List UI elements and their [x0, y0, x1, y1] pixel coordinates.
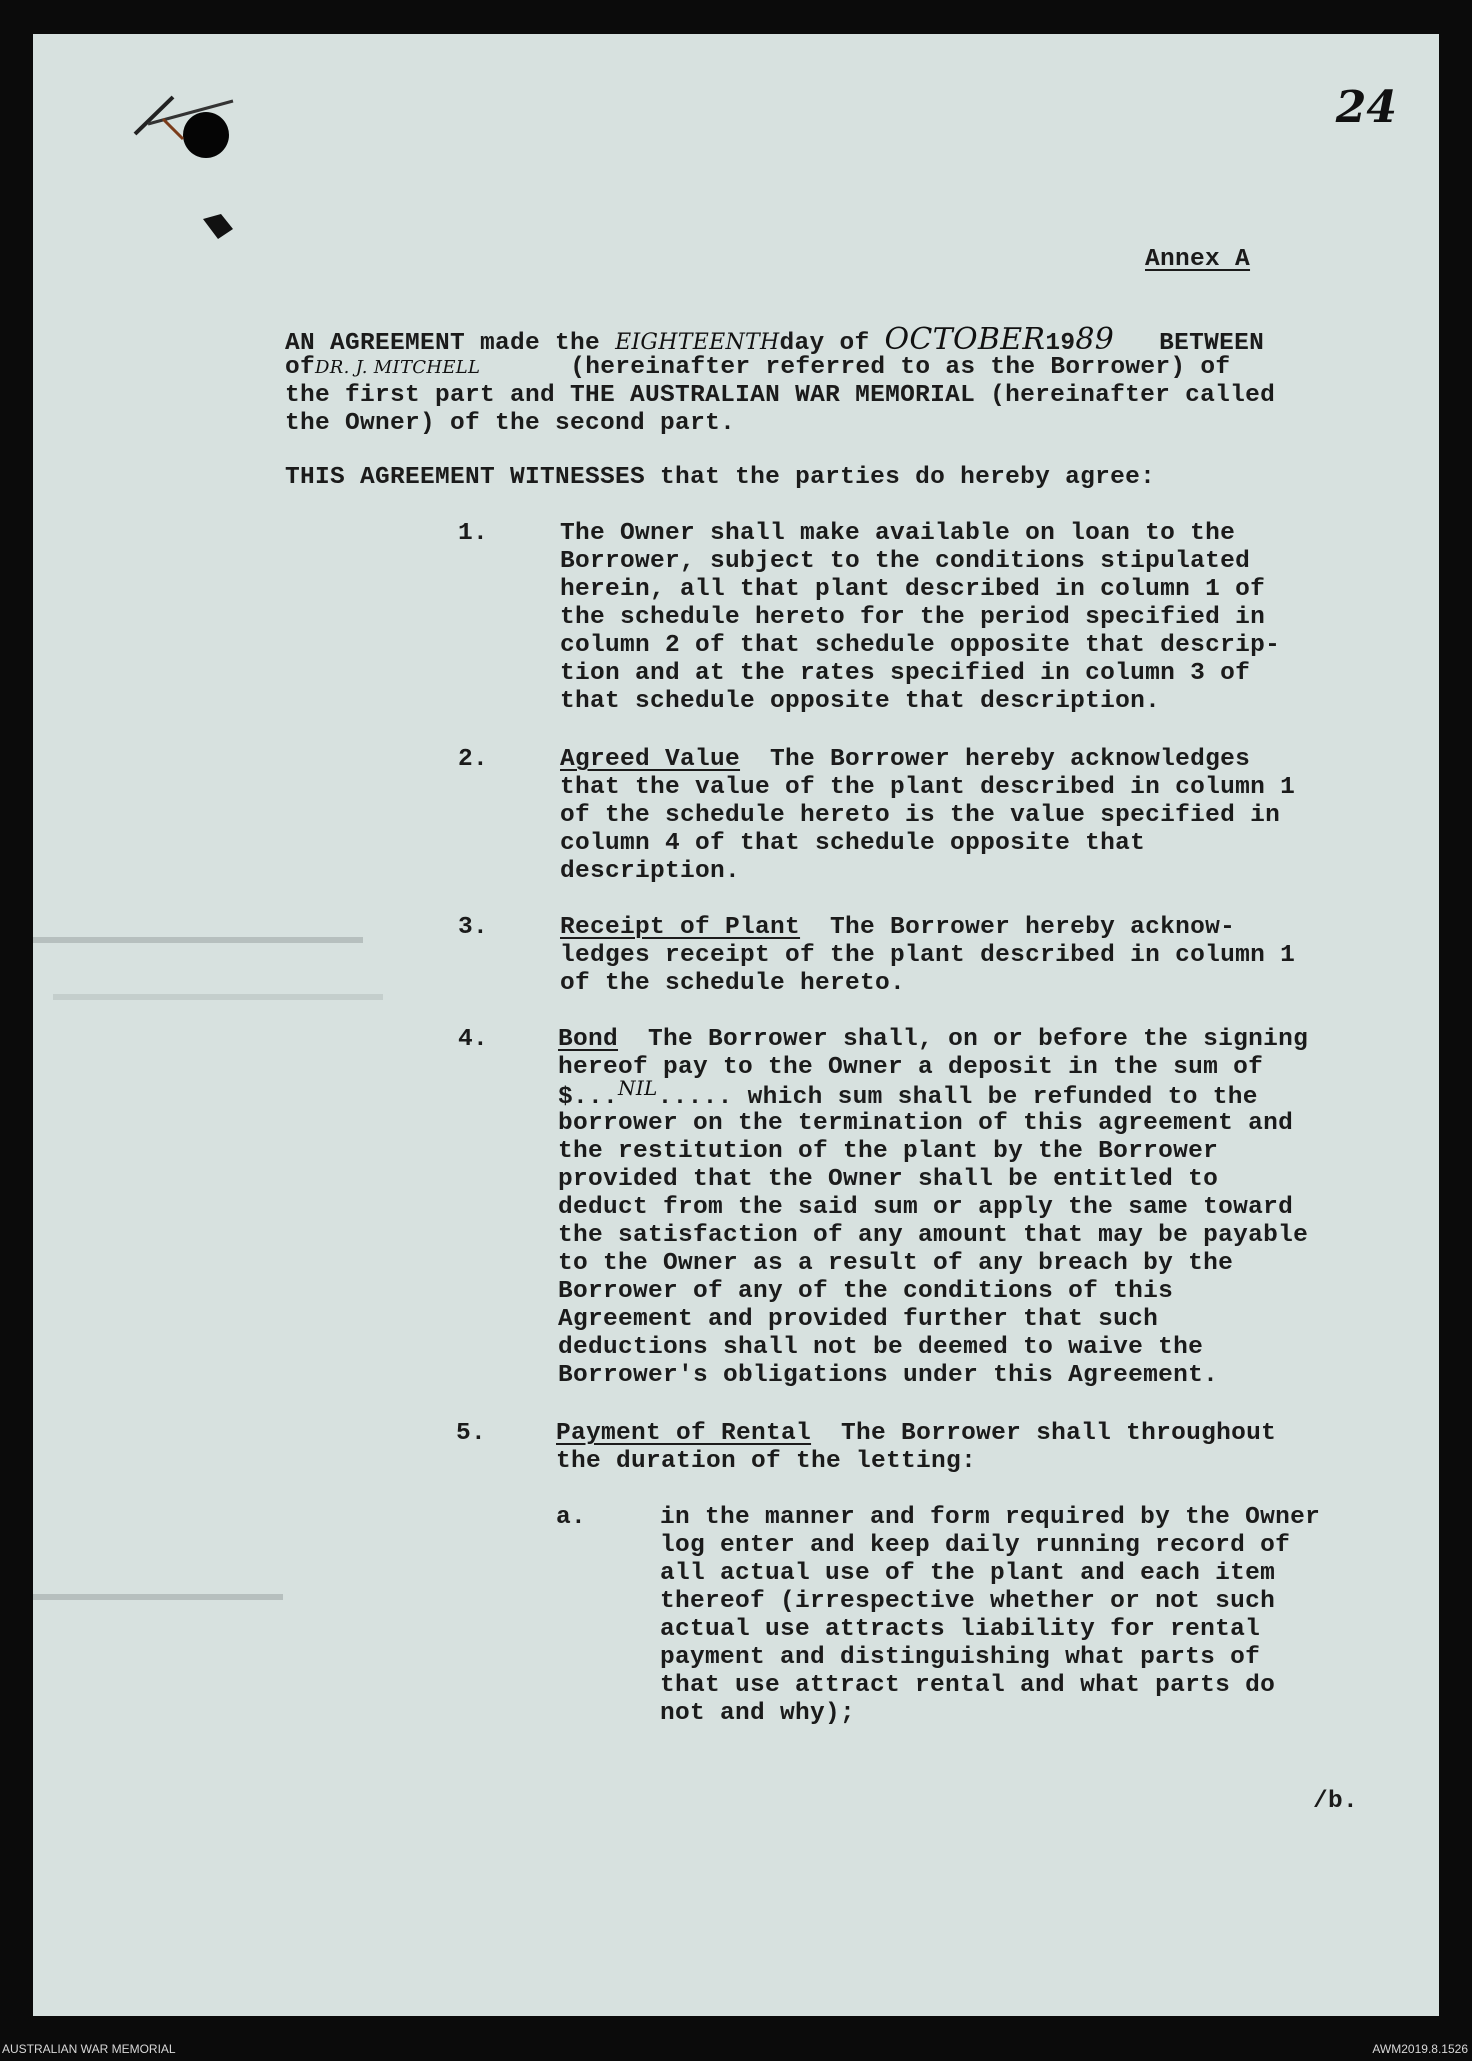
clause-4-line: the satisfaction of any amount that may be payable — [558, 1222, 1309, 1249]
clause-number: 2. — [458, 746, 489, 773]
clause-4-line: provided that the Owner shall be entitled to — [558, 1166, 1219, 1193]
clause-1-line: tion and at the rates specified in column 3 of — [560, 660, 1251, 687]
clause-4-line: the restitution of the plant by the Borrower — [558, 1138, 1219, 1165]
clause-1-line: the schedule hereto for the period specified in — [560, 604, 1266, 631]
handwritten-year: 89 — [1075, 322, 1115, 357]
clause-3-line: Receipt of Plant The Borrower hereby acknow- — [560, 914, 1236, 941]
handwritten-amount: NIL — [618, 1076, 658, 1100]
intro-line-4: the Owner) of the second part. — [285, 410, 736, 437]
clause-4-line: deduct from the said sum or apply the same toward — [558, 1194, 1294, 1221]
subclause-a-line: in the manner and form required by the Owner — [660, 1504, 1321, 1531]
intro-line-2: ofDR. J. MITCHELL (hereinafter referred to as the Borrower) of — [285, 354, 1231, 381]
handwritten-day: EIGHTEENTH — [615, 330, 780, 355]
clause-4-line: Borrower of any of the conditions of this — [558, 1278, 1174, 1305]
clause-number: 3. — [458, 914, 489, 941]
clause-number: 5. — [456, 1420, 487, 1447]
clause-4-line: Bond The Borrower shall, on or before the signing — [558, 1026, 1309, 1053]
intro-line-3: the first part and THE AUSTRALIAN WAR MEMORIAL (hereinafter called — [285, 382, 1276, 409]
clause-4-line: borrower on the termination of this agreement and — [558, 1110, 1294, 1137]
clause-3-line: of the schedule hereto. — [560, 970, 906, 997]
document-page — [33, 34, 1439, 2016]
clause-heading: Payment of Rental — [556, 1420, 812, 1447]
clause-2-line: of the schedule hereto is the value specified in — [560, 802, 1281, 829]
annex-title: Annex A — [1145, 246, 1251, 273]
clause-heading: Bond — [558, 1026, 619, 1053]
clause-4-line: $...$^{NIL}$..... which sum shall be refunded to the — [558, 1076, 1258, 1111]
subclause-a-line: all actual use of the plant and each item — [660, 1560, 1276, 1587]
clause-3-line: ledges receipt of the plant described in column 1 — [560, 942, 1296, 969]
footer-accession-number: AWM2019.8.1526 — [1372, 2042, 1468, 2056]
scan-smudge — [53, 994, 383, 1000]
clause-4-line: to the Owner as a result of any breach by the — [558, 1250, 1234, 1277]
page-number: 24 — [1335, 82, 1397, 133]
clause-2-line: that the value of the plant described in column 1 — [560, 774, 1296, 801]
clause-number: 1. — [458, 520, 489, 547]
clause-4-line: Agreement and provided further that such — [558, 1306, 1159, 1333]
clause-1-line: herein, all that plant described in column 1 of — [560, 576, 1266, 603]
clause-number: 4. — [458, 1026, 489, 1053]
clause-2-line: description. — [560, 858, 741, 885]
clause-2-line: column 4 of that schedule opposite that — [560, 830, 1146, 857]
clause-2-line: Agreed Value The Borrower hereby acknowledges — [560, 746, 1251, 773]
pen-mark-icon — [93, 89, 243, 259]
witnesses-line: THIS AGREEMENT WITNESSES that the parties do hereby agree: — [285, 464, 1156, 491]
subclause-a-line: that use attract rental and what parts do — [660, 1672, 1276, 1699]
continuation-marker: /b. — [1313, 1788, 1359, 1815]
clause-1-line: Borrower, subject to the conditions stipulated — [560, 548, 1251, 575]
clause-heading: Receipt of Plant — [560, 914, 801, 941]
intro-line-1: AN AGREEMENT made the EIGHTEENTHday of OCTOBER1989 BETWEEN — [285, 322, 1265, 357]
clause-1-line: column 2 of that schedule opposite that descrip- — [560, 632, 1281, 659]
subclause-a-line: payment and distinguishing what parts of — [660, 1644, 1261, 1671]
subclause-a-line: actual use attracts liability for rental — [660, 1616, 1261, 1643]
subclause-a-line: log enter and keep daily running record of — [660, 1532, 1291, 1559]
subclause-a-line: thereof (irrespective whether or not such — [660, 1588, 1276, 1615]
clause-1-line: The Owner shall make available on loan to the — [560, 520, 1236, 547]
scan-smudge — [33, 937, 363, 943]
footer-institution: AUSTRALIAN WAR MEMORIAL — [2, 2042, 176, 2056]
handwritten-borrower: DR. J. MITCHELL — [315, 357, 481, 378]
clause-5-line: Payment of Rental The Borrower shall throughout — [556, 1420, 1277, 1447]
scan-smudge — [33, 1594, 283, 1600]
subclause-label: a. — [556, 1504, 587, 1531]
subclause-a-line: not and why); — [660, 1700, 856, 1727]
clause-4-line: deductions shall not be deemed to waive the — [558, 1334, 1204, 1361]
clause-5-line: the duration of the letting: — [556, 1448, 977, 1475]
clause-4-line: hereof pay to the Owner a deposit in the sum of — [558, 1054, 1264, 1081]
clause-1-line: that schedule opposite that description. — [560, 688, 1161, 715]
clause-4-line: Borrower's obligations under this Agreement. — [558, 1362, 1219, 1389]
handwritten-month: OCTOBER — [884, 322, 1046, 357]
clause-heading: Agreed Value — [560, 746, 741, 773]
